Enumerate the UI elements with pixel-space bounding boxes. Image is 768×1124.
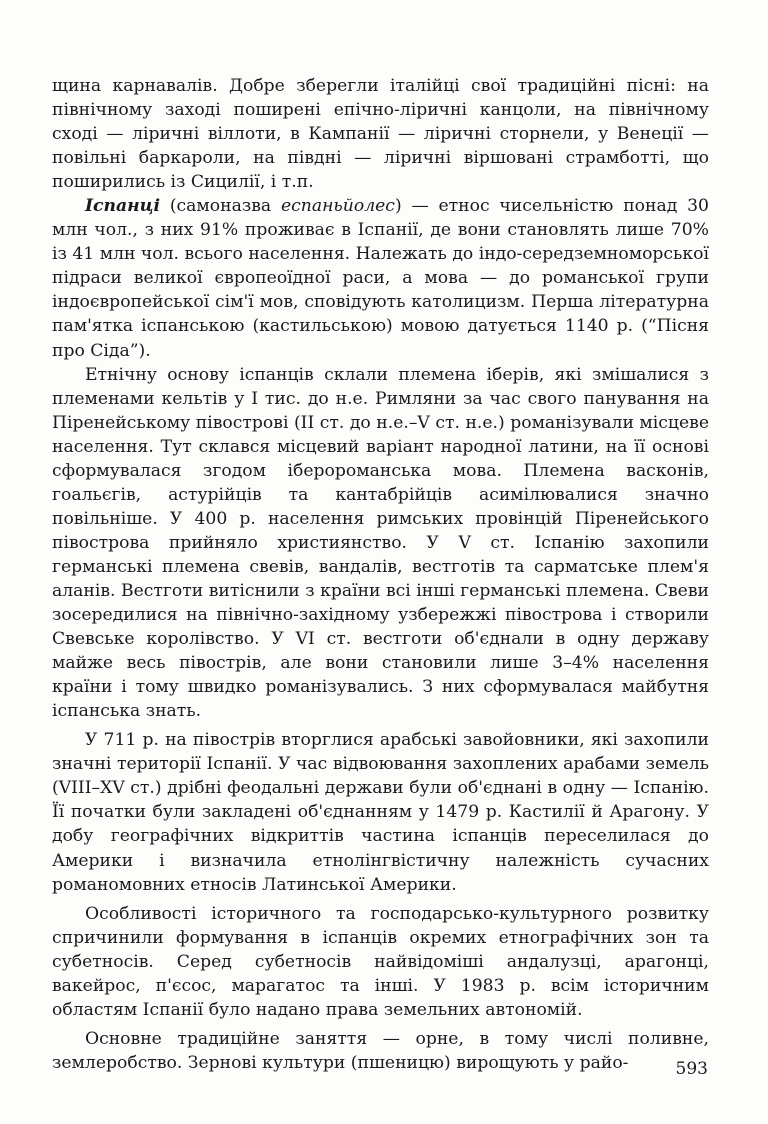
paragraph-continued: щина карнавалів. Добре зберегли італійці свої традиційні пісні: на північному заході поширені епічно-ліричні канцоли, на північному сході — ліричні віллоти, в Кампанії — ліричні сторнели, у Венеції — повільні баркароли, на півдні — ліричні віршовані страмботті, що поширились із Сицилії, і т.п. [52, 76, 709, 193]
paragraph-spaniards [52, 194, 709, 362]
paragraph-arab-conquest: У 711 р. на півострів вторглися арабські завойовники, які захопили значні території Іспанії. У час відвоювання захоплених арабами земель (VIII–XV ст.) дрібні феодальні держави були об'єднані в одну — Іспанію. Її початки були закладені об'єднанням у 1479 р. Кастилії й Арагону. У добу географічних відкриттів частина іспанців переселилася до Америки і визначила етнолінгвістичну належність сучасних романомовних етносів Латинської Америки. [52, 730, 709, 895]
paragraph-spaniards-open: (самоназва [160, 196, 281, 217]
paragraph-ethnic-origins: Етнічну основу іспанців склали племена іберів, які змішалися з племенами кельтів у І тис. до н.е. Римляни за час свого панування на Піренейському півострові (ІІ ст. до н.е.–V ст. н.е.) романізували місцеве населення. Тут склався місцевий варіант народної латини, на її основі сформувалася згодом іберороманська мова. Племена васконів, гоальєгів, астурійців та кантабрійців асимілювалися значно повільніше. У 400 р. населення римських провінцій Піренейського півострова прийняло християнство. У V ст. Іспанію захопили германські племена свевів, вандалів, вестготів та сарматське плем'я аланів. Вестготи витіснили з країни всі інші германські племена. Свеви зосередилися на північно-західному узбережжі півострова і створили Свевське королівство. У VI ст. вестготи об'єднали в одну державу майже весь півострів, але вони становили лише 3–4% населення країни і тому швидко романізувались. З них сформувалася майбутня іспанська знать. [52, 364, 709, 722]
paragraph-spaniards-rest: ) — етнос чисельністю понад 30 млн чол., з них 91% проживає в Іспанії, де вони становлять лише 70% із 41 млн чол. всього населення. Належать до індо-середземноморської підраси великої європеоїдної раси, а мова — до романської групи індоєвропейської сім'ї мов, сповідують католицизм. Перша літературна пам'ятка іспанською (кастильською) мовою датується 1140 р. (“Пісня про Сіда”). [52, 196, 709, 361]
body-text [52, 74, 709, 1075]
self-name: еспаньйолес [280, 196, 395, 217]
term-spaniards: Іспанці [85, 196, 161, 217]
paragraph-subethnoses: Особливості історичного та господарсько-культурного розвитку спричинили формування в іспанців окремих етнографічних зон та субетносів. Серед субетносів найвідоміші андалузці, арагонці, вакейрос, п'єсос, марагатос та інші. У 1983 р. всім історичним областям Іспанії було надано права земельних автономій. [52, 903, 709, 1020]
paragraph-agriculture: Основне традиційне заняття — орне, в тому числі поливне, землеробство. Зернові культури (пшеницю) вирощують у райо- [52, 1028, 709, 1073]
page-number: 593 [675, 1059, 708, 1079]
